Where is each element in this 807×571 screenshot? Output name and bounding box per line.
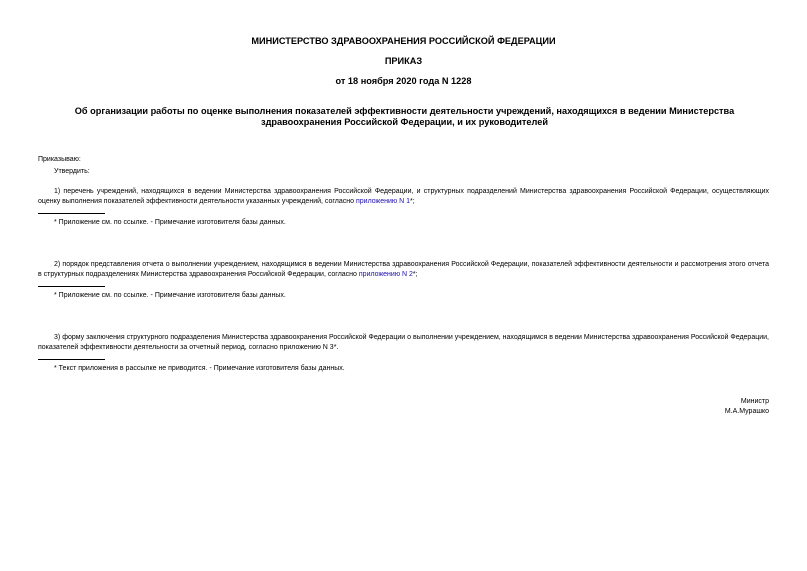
document-type: ПРИКАЗ [384,56,423,66]
approve-intro: Утвердить: [54,168,90,175]
item-2-appendix-link[interactable]: приложению N 2 [358,271,413,278]
item-3-paragraph [38,333,769,353]
item-1-text: 1) перечень учреждений, находящихся в ведении Министерства здравоохранения Российской Федерации, и структурных подразделений Министерства здравоохранения Российской Федерации, осуществляющих оценку выполнения показателей эффективности деятельности указанных учреждений, согласно [38,188,769,205]
item-1-paragraph [38,187,769,207]
item-3-footnote: * Текст приложения в рассылке не приводится. - Примечание изготовителя базы данных. [54,365,345,372]
item-3-text: 3) форму заключения структурного подразделения Министерства здравоохранения Российской Федерации о выполнении учреждением, находящимся в ведении Министерства здравоохранения Российской Федерации, показателей эффективности деятельности за отчетный период, согласно приложению N 3*. [38,334,769,351]
signature-name: М.А.Мурашко [724,408,769,415]
document-date-number: от 18 ноября 2020 года N 1228 [335,76,472,86]
footnote-divider-1 [38,213,105,214]
item-1-appendix-link[interactable]: приложению N 1 [355,198,410,205]
item-1-suffix: *; [409,198,415,205]
item-2-footnote: * Приложение см. по ссылке. - Примечание изготовителя базы данных. [54,292,286,299]
signature-position: Министр [740,398,769,405]
ministry-heading: МИНИСТЕРСТВО ЗДРАВООХРАНЕНИЯ РОССИЙСКОЙ ФЕДЕРАЦИИ [251,36,556,46]
footnote-divider-2 [38,286,105,287]
item-1-footnote: * Приложение см. по ссылке. - Примечание изготовителя базы данных. [54,219,286,226]
order-intro: Приказываю: [38,156,81,163]
item-2-text: 2) порядок представления отчета о выполнении учреждением, находящимся в ведении Министерства здравоохранения Российской Федерации, показателей эффективности деятельности и рассмотрения этого отчета в структурных подразделениях Министерства здравоохранения Российской Федерации, согласно [38,261,769,278]
item-2-paragraph [38,260,769,280]
footnote-divider-3 [38,359,105,360]
document-title: Об организации работы по оценке выполнения показателей эффективности деятельности учреждений, находящихся в ведении Министерства здравоохранения Российской Федерации, и их руководителей [74,106,735,127]
item-2-suffix: *; [412,271,418,278]
